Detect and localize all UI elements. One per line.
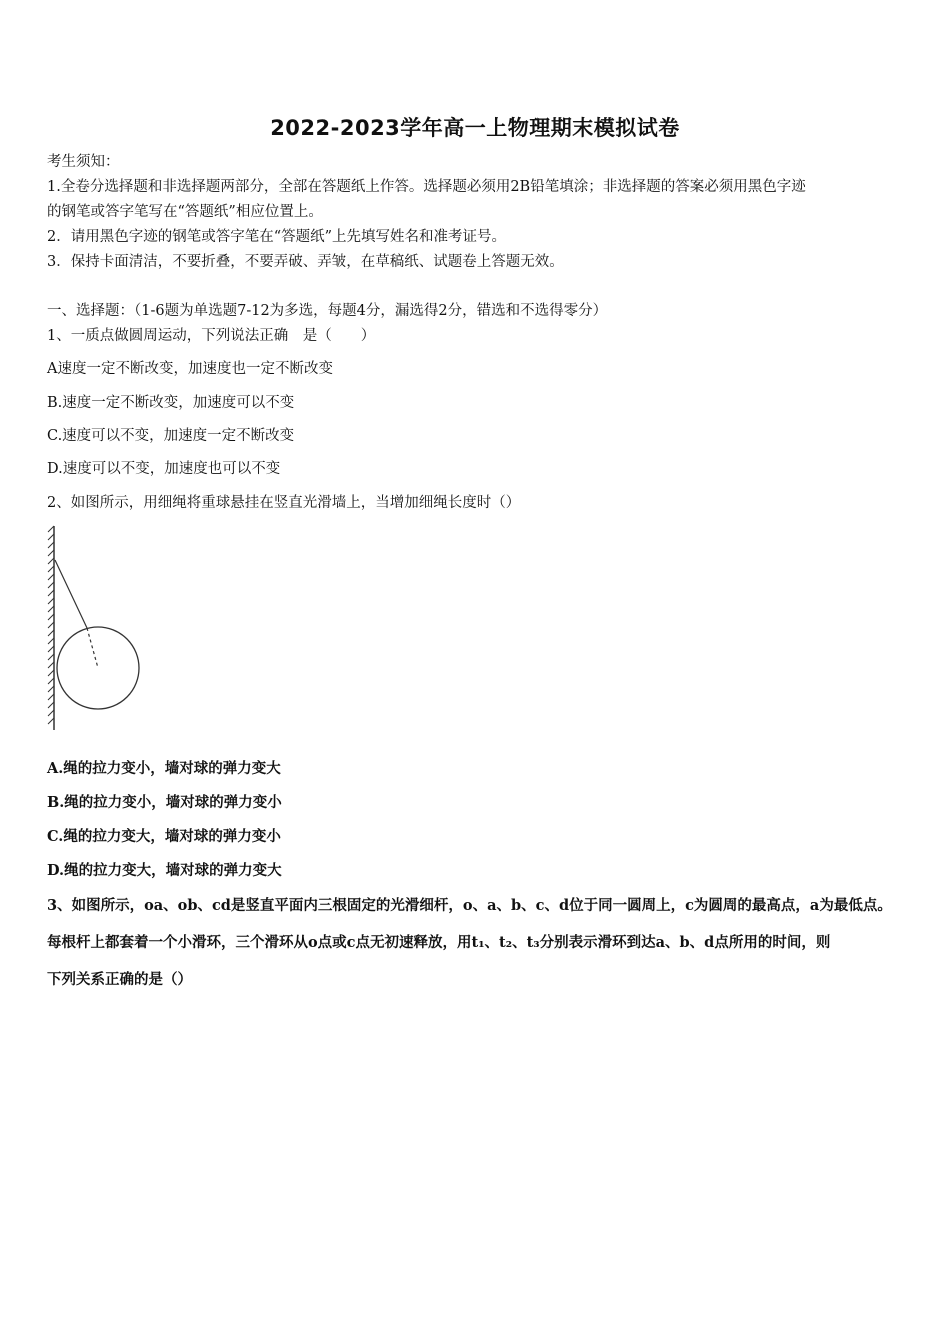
- q2-option-b: B.绳的拉力变小，墙对球的弹力变小: [47, 794, 282, 811]
- notice-item-1-cont: 的钢笔或答字笔写在“答题纸”相应位置上。: [47, 204, 323, 220]
- notice-item-3: 3．保持卡面清洁，不要折叠，不要弄破、弄皱，在草稿纸、试题卷上答题无效。: [47, 254, 564, 270]
- q1-option-b: B.速度一定不断改变，加速度可以不变: [47, 395, 295, 411]
- notice-item-1: 1.全卷分选择题和非选择题两部分，全部在答题纸上作答。选择题必须用2B铅笔填涂；非选择题的答案必须用黑色字迹: [47, 179, 806, 195]
- section-heading: 一、选择题：（1-6题为单选题7-12为多选，每题4分，漏选得2分，错选和不选得零分）: [47, 303, 608, 319]
- q2-option-c: C.绳的拉力变大，墙对球的弹力变小: [47, 828, 281, 845]
- q2-option-a: A.绳的拉力变小，墙对球的弹力变大: [47, 760, 281, 777]
- rope: [55, 560, 87, 628]
- notice-heading: 考生须知：: [47, 154, 120, 170]
- q3-stem-line-1: 3、如图所示，oa、ob、cd是竖直平面内三根固定的光滑细杆，o、a、b、c、d位于同一圆周上，c为圆周的最高点，a为最低点。: [47, 897, 892, 914]
- q3-stem-line-3: 下列关系正确的是（）: [47, 971, 192, 988]
- rope-dashed-extension: [87, 628, 98, 668]
- q1-stem: 1、一质点做圆周运动，下列说法正确 是（ ）: [47, 328, 376, 344]
- exam-title: 2022-2023学年高一上物理期末模拟试卷: [270, 116, 680, 140]
- notice-item-2: 2．请用黑色字迹的钢笔或答字笔在“答题纸”上先填写姓名和准考证号。: [47, 229, 507, 245]
- wall-ball-diagram: [40, 522, 150, 734]
- q2-stem: 2、如图所示，用细绳将重球悬挂在竖直光滑墙上，当增加细绳长度时（）: [47, 495, 521, 511]
- q2-option-d: D.绳的拉力变大，墙对球的弹力变大: [47, 862, 282, 879]
- q3-stem-line-2: 每根杆上都套着一个小滑环，三个滑环从o点或c点无初速释放，用t₁、t₂、t₃分别表示滑环到达a、b、d点所用的时间，则: [47, 934, 831, 951]
- wall-hatching: [48, 526, 54, 730]
- q1-option-d: D.速度可以不变，加速度也可以不变: [47, 461, 281, 477]
- q1-option-a: A速度一定不断改变，加速度也一定不断改变: [47, 361, 333, 377]
- q1-option-c: C.速度可以不变，加速度一定不断改变: [47, 428, 295, 444]
